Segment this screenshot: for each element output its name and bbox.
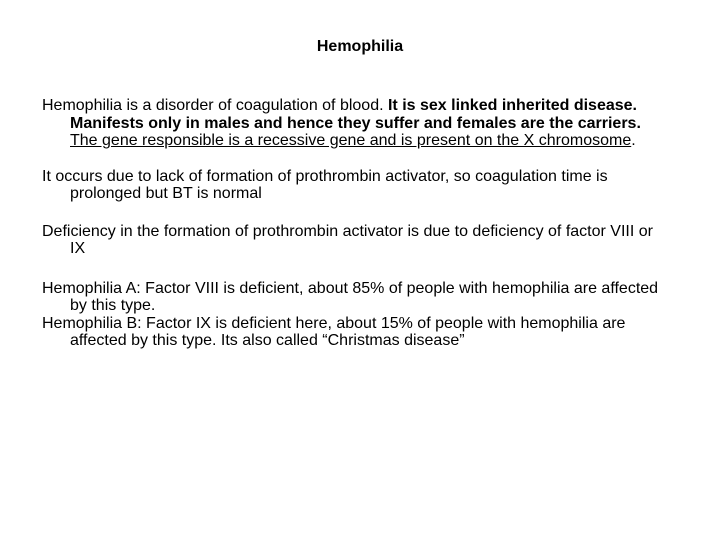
definition-text: Hemophilia is a disorder of coagulation of blood.	[42, 97, 388, 114]
definition-underlined-text: The gene responsible is a recessive gene and is present on the X chromosome	[70, 132, 632, 149]
definition-bold-text: It is sex linked inherited disease. Manifests only in males and hence they suffer and females are the carriers.	[70, 97, 641, 132]
paragraph-hemophilia-a: Hemophilia A: Factor VIII is deficient, about 85% of people with hemophilia are affected by this type.	[42, 279, 659, 314]
slide-body	[42, 97, 672, 350]
paragraph-definition	[42, 97, 672, 150]
slide-title: Hemophilia	[316, 38, 404, 55]
paragraph-hemophilia-b: Hemophilia B: Factor IX is deficient here, about 15% of people with hemophilia are affected by this type. Its also called “Christmas disease”	[42, 314, 626, 349]
definition-end: .	[631, 132, 636, 149]
paragraph-cause: It occurs due to lack of formation of prothrombin activator, so coagulation time is prolonged but BT is normal	[42, 167, 608, 202]
paragraph-deficiency: Deficiency in the formation of prothrombin activator is due to deficiency of factor VIII or IX	[42, 222, 653, 257]
